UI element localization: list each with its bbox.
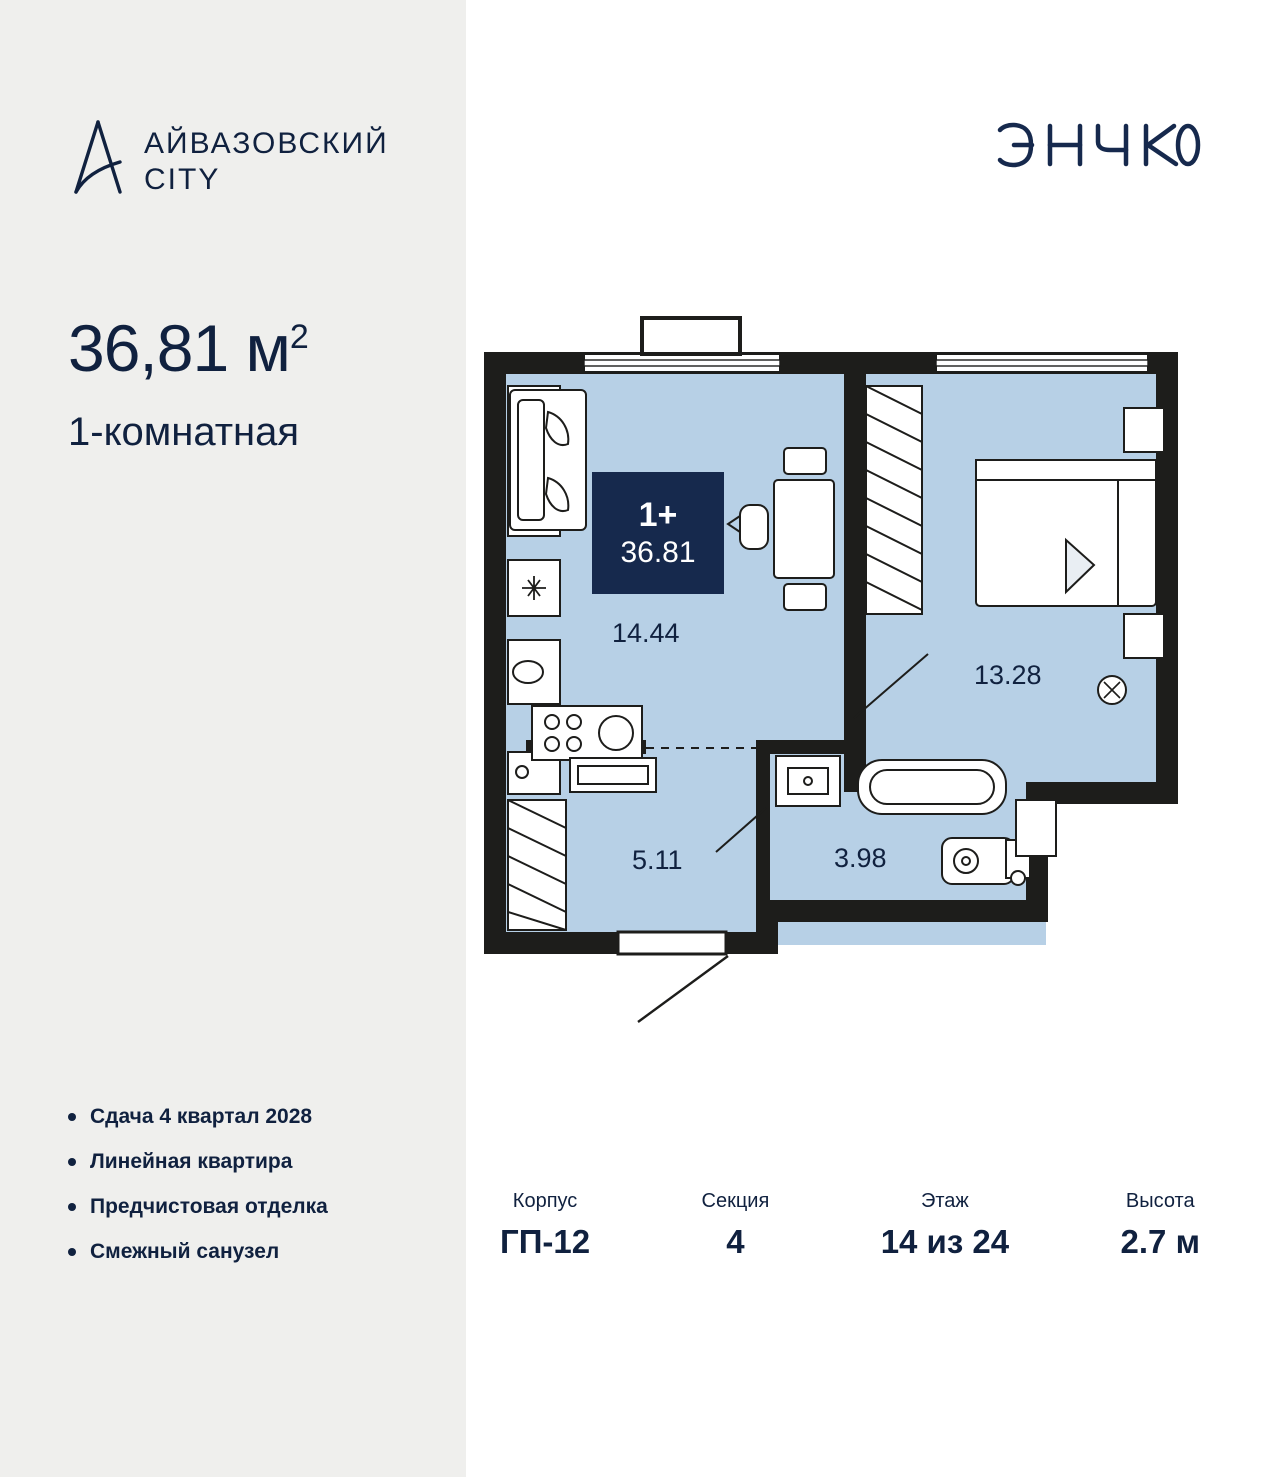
spec-etazh xyxy=(881,1190,1009,1261)
list-item xyxy=(68,1240,428,1264)
entrance-door xyxy=(618,932,728,1022)
bullet-icon xyxy=(68,1248,76,1256)
feature-label: Сдача 4 квартал 2028 xyxy=(90,1105,313,1128)
feature-label: Предчистовая отделка xyxy=(90,1195,328,1218)
spec-title: Высота xyxy=(1125,1190,1195,1212)
apartment-area xyxy=(68,310,308,386)
bullet-icon xyxy=(68,1158,76,1166)
apartment-rooms-label: 1-комнатная xyxy=(68,410,300,454)
spec-value: 14 из 24 xyxy=(880,1223,1010,1260)
feature-label: Смежный санузел xyxy=(90,1240,280,1263)
spec-value: ГП-12 xyxy=(500,1223,591,1260)
spec-value: 4 xyxy=(726,1223,745,1260)
apartment-area-value: 36,81 м xyxy=(68,311,290,385)
sofa xyxy=(510,390,586,530)
spec-korpus xyxy=(500,1190,590,1261)
spec-vysota xyxy=(1121,1190,1200,1261)
spec-value: 2.7 м xyxy=(1120,1223,1200,1260)
area-unit-superscript: 2 xyxy=(289,318,308,356)
bedroom-fixture xyxy=(1098,676,1126,704)
spec-sekciya xyxy=(702,1190,770,1261)
specs-row xyxy=(500,1190,1200,1261)
spec-title: Корпус xyxy=(512,1190,578,1212)
badge-rooms: 1+ xyxy=(638,496,678,534)
a-letter-icon xyxy=(72,118,124,196)
room-area-bedroom: 13.28 xyxy=(974,660,1042,690)
list-item xyxy=(68,1195,428,1219)
logo-line-1: АЙВАЗОВСКИЙ xyxy=(144,127,389,160)
logo-line-2: CITY xyxy=(144,163,221,196)
room-area-living: 14.44 xyxy=(612,618,680,648)
spec-title: Секция xyxy=(701,1190,770,1212)
list-item xyxy=(68,1150,428,1174)
project-logo xyxy=(72,112,402,204)
features-list xyxy=(68,1105,428,1285)
bullet-icon xyxy=(68,1113,76,1121)
bullet-icon xyxy=(68,1203,76,1211)
room-area-bathroom: 3.98 xyxy=(834,843,887,873)
list-item xyxy=(68,1105,428,1129)
spec-title: Этаж xyxy=(921,1190,969,1212)
badge-area: 36.81 xyxy=(620,536,696,569)
apartment-badge xyxy=(592,472,724,594)
feature-label: Линейная квартира xyxy=(90,1150,293,1173)
room-area-hall: 5.11 xyxy=(632,845,683,875)
